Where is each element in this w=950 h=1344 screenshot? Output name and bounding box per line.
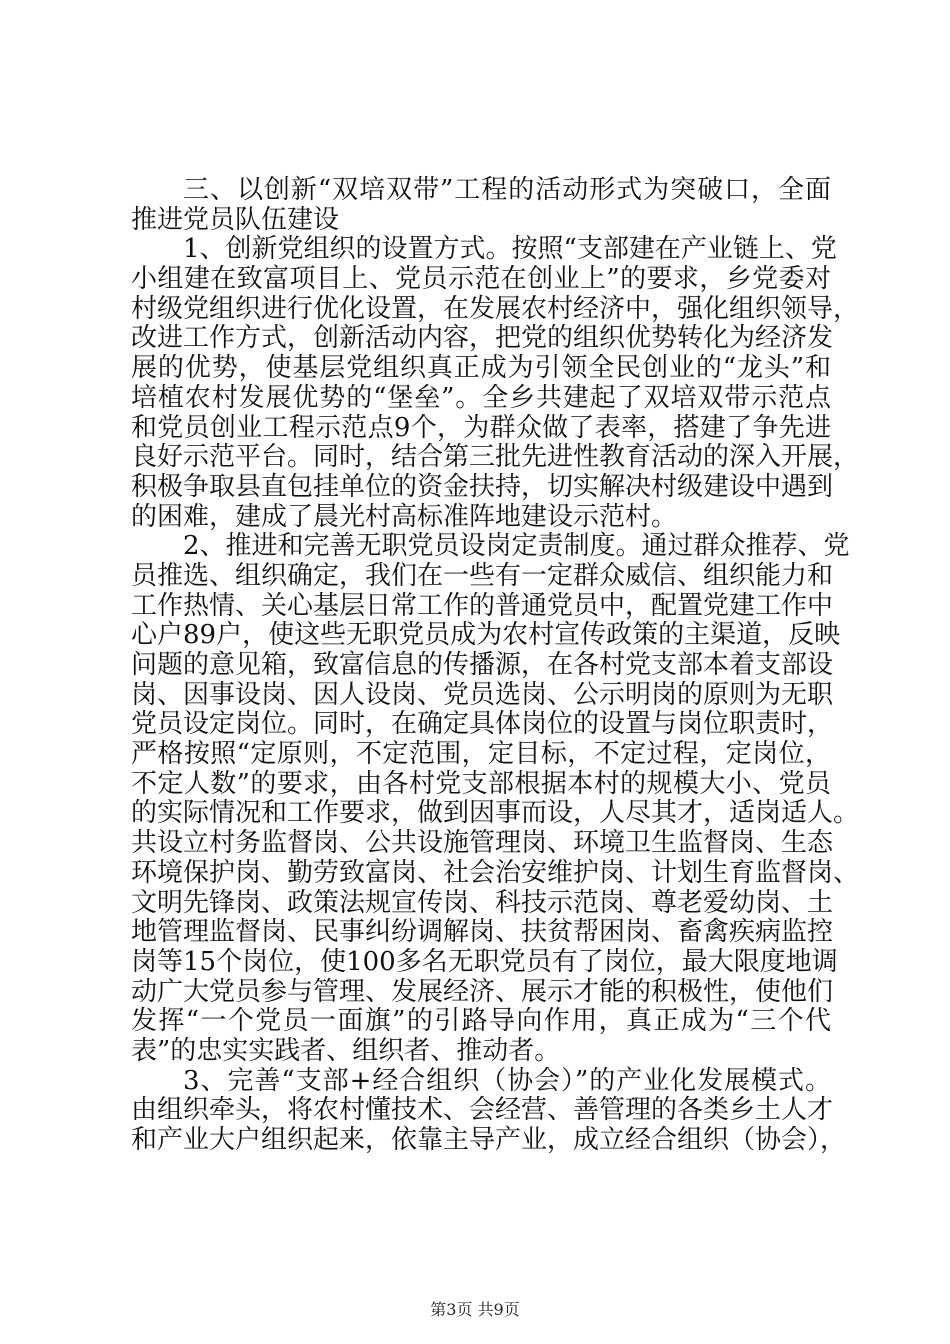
text-line: 岗、因事设岗、因人设岗、党员选岗、公示明岗的原则为无职 xyxy=(131,679,834,710)
text-line: 小组建在致富项目上、党员示范在创业上”的要求，乡党委对 xyxy=(131,264,831,295)
text-line: 展的优势，使基层党组织真正成为引领全民创业的“龙头”和 xyxy=(131,353,831,384)
text-line: 和产业大户组织起来，依靠主导产业，成立经合组织（协会）， xyxy=(131,1125,847,1155)
document-body xyxy=(131,175,860,1156)
text-line: 良好示范平台。同时，结合第三批先进性教育活动的深入开展， xyxy=(131,442,860,473)
text-line: 动广大党员参与管理、发展经济、展示才能的积极性，使他们 xyxy=(131,976,834,1007)
page-footer: 第3页 共9页 xyxy=(430,1300,520,1319)
text-line: 工作热情、关心基层日常工作的普通党员中，配置党建工作中 xyxy=(131,590,834,621)
text-line: 共设立村务监督岗、公共设施管理岗、环境卫生监督岗、生态 xyxy=(131,828,834,859)
text-line: 培植农村发展优势的“堡垒”。全乡共建起了双培双带示范点 xyxy=(131,382,831,413)
text-line: 积极争取县直包挂单位的资金扶持，切实解决村级建设中遇到 xyxy=(131,471,834,502)
text-line: 村级党组织进行优化设置，在发展农村经济中，强化组织领导， xyxy=(131,293,860,324)
text-line: 员推选、组织确定，我们在一些有一定群众威信、组织能力和 xyxy=(131,560,834,591)
text-line: 的困难，建成了晨光村高标准阵地建设示范村。 xyxy=(131,501,678,532)
text-line: 心户89户，使这些无职党员成为农村宣传政策的主渠道，反映 xyxy=(131,620,841,651)
text-line: 2、推进和完善无职党员设岗定责制度。通过群众推荐、党 xyxy=(183,531,850,562)
text-line: 不定人数”的要求，由各村党支部根据本村的规模大小、党员 xyxy=(131,768,831,799)
text-line: 环境保护岗、勤劳致富岗、社会治安维护岗、计划生育监督岗、 xyxy=(131,857,860,888)
text-line: 3、完善“支部+经合组织（协会）”的产业化发展模式。 xyxy=(183,1065,831,1096)
text-line: 由组织牵头，将农村懂技术、会经营、善管理的各类乡土人才 xyxy=(131,1095,834,1126)
text-line: 严格按照“定原则，不定范围，定目标，不定过程，定岗位， xyxy=(131,739,831,770)
text-line: 岗等15个岗位，使100多名无职党员有了岗位，最大限度地调 xyxy=(131,946,838,977)
text-line: 1、创新党组织的设置方式。按照“支部建在产业链上、党 xyxy=(183,234,837,265)
text-line: 改进工作方式，创新活动内容，把党的组织优势转化为经济发 xyxy=(131,323,834,354)
text-line: 和党员创业工程示范点9个，为群众做了表率，搭建了争先进 xyxy=(131,412,831,443)
text-line: 文明先锋岗、政策法规宣传岗、科技示范岗、尊老爱幼岗、土 xyxy=(131,887,834,918)
text-line: 的实际情况和工作要求，做到因事而设，人尽其才，适岗适人。 xyxy=(131,798,860,829)
text-line: 推进党员队伍建设 xyxy=(131,204,340,235)
text-line: 表”的忠实实践者、组织者、推动者。 xyxy=(131,1035,561,1066)
text-line: 党员设定岗位。同时，在确定具体岗位的设置与岗位职责时， xyxy=(131,709,834,740)
text-line: 问题的意见箱，致富信息的传播源，在各村党支部本着支部设 xyxy=(131,650,834,680)
text-line: 地管理监督岗、民事纠纷调解岗、扶贫帮困岗、畜禽疾病监控 xyxy=(131,917,834,948)
text-line: 发挥“一个党员一面旗”的引路导向作用，真正成为“三个代 xyxy=(131,1006,831,1037)
text-line: 三、以创新“双培双带”工程的活动形式为突破口，全面 xyxy=(183,175,831,205)
